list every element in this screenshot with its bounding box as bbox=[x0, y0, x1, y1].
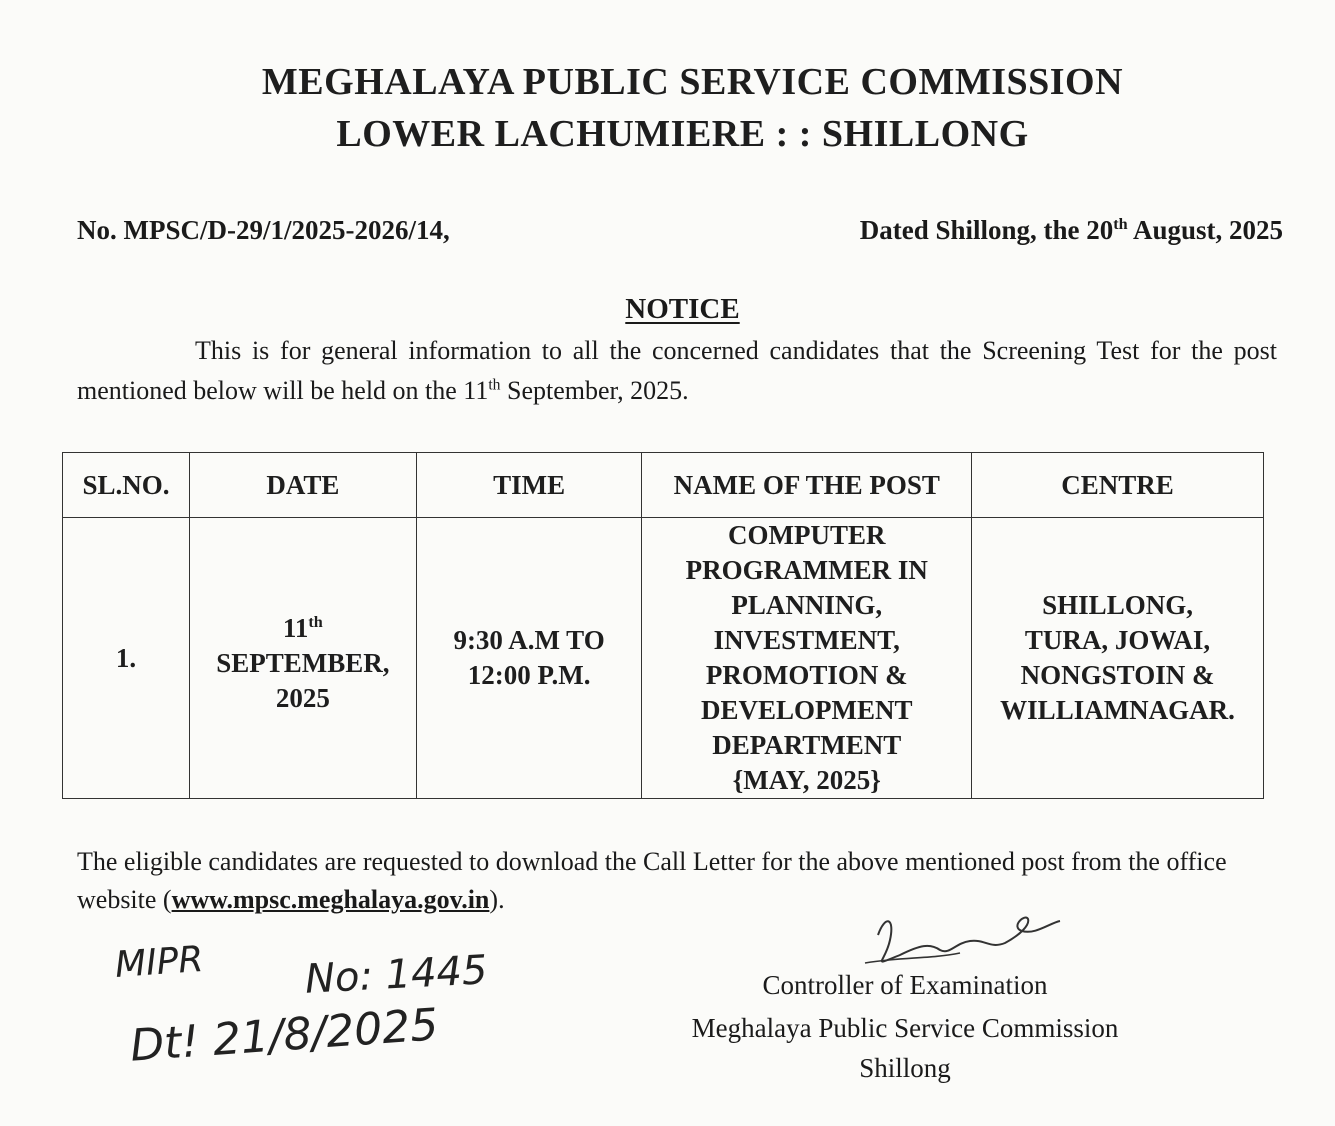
header-sl-no: SL.NO. bbox=[63, 453, 190, 518]
table-header-row bbox=[63, 453, 1264, 518]
signatory-title: Controller of Examination bbox=[762, 970, 1048, 1000]
header-post: NAME OF THE POST bbox=[642, 453, 972, 518]
cell-time: 9:30 A.M TO 12:00 P.M. bbox=[416, 518, 642, 799]
header-centre: CENTRE bbox=[972, 453, 1264, 518]
cell-sl-no: 1. bbox=[63, 518, 190, 799]
org-location: LOWER LACHUMIERE : : SHILLONG bbox=[336, 113, 1029, 155]
call-letter-paragraph: The eligible candidates are requested to download the Call Letter for the above mentioned post from the office website (www.mpsc.meghalaya.gov.in). bbox=[77, 847, 1227, 914]
schedule-table bbox=[62, 452, 1264, 799]
reference-number: No. MPSC/D-29/1/2025-2026/14, bbox=[77, 215, 450, 245]
cell-post: COMPUTER PROGRAMMER IN PLANNING, INVESTMENT, PROMOTION & DEVELOPMENT DEPARTMENT {MAY, 2025} bbox=[642, 518, 972, 799]
website-link[interactable]: www.mpsc.meghalaya.gov.in bbox=[171, 885, 490, 914]
handwritten-date: Dt! 21/8/2025 bbox=[128, 999, 440, 1072]
handwritten-number: No: 1445 bbox=[303, 947, 489, 1003]
header-time: TIME bbox=[416, 453, 642, 518]
notice-title: NOTICE bbox=[625, 293, 740, 325]
table-row bbox=[63, 518, 1264, 799]
cell-date: 11th SEPTEMBER, 2025 bbox=[189, 518, 416, 799]
signature-mark bbox=[860, 905, 1070, 975]
org-name: MEGHALAYA PUBLIC SERVICE COMMISSION bbox=[261, 61, 1124, 103]
signatory-org: Meghalaya Public Service Commission bbox=[691, 1013, 1119, 1043]
notice-paragraph: This is for general information to all the concerned candidates that the Screening Test for the post mentioned below will be held on the 11th September, 2025. bbox=[77, 336, 1277, 405]
header-date: DATE bbox=[189, 453, 416, 518]
signatory-city: Shillong bbox=[859, 1053, 951, 1083]
handwritten-mipr: MIPR bbox=[113, 938, 205, 987]
notice-date: Dated Shillong, the 20th August, 2025 bbox=[859, 215, 1283, 245]
cell-centre: SHILLONG, TURA, JOWAI, NONGSTOIN & WILLIAMNAGAR. bbox=[972, 518, 1264, 799]
